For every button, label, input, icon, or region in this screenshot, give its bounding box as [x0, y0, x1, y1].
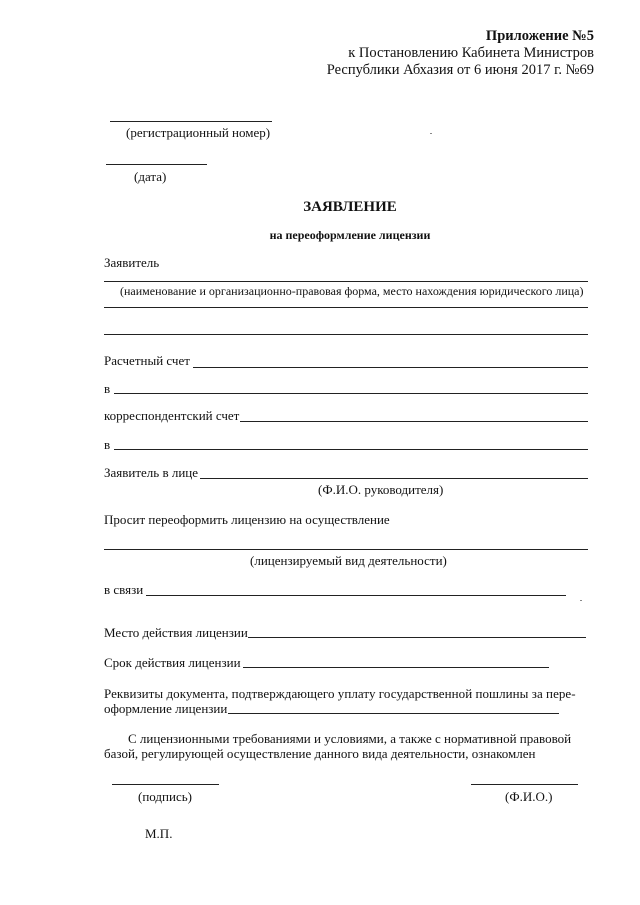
license-place-line[interactable] — [248, 637, 586, 638]
appendix-line-1: к Постановлению Кабинета Министров — [348, 45, 594, 61]
signature-line[interactable] — [112, 784, 219, 785]
appendix-line-2: Республики Абхазия от 6 июня 2017 г. №69 — [326, 62, 594, 78]
registration-number-line[interactable] — [110, 121, 272, 122]
license-term-label: Срок действия лицензии — [104, 655, 241, 670]
signature-label: (подпись) — [138, 789, 192, 804]
applicant-name-line[interactable] — [104, 281, 588, 282]
ack-line-1: С лицензионными требованиями и условиями, а также с нормативной правовой — [128, 731, 572, 746]
applicant-line-3[interactable] — [104, 334, 588, 335]
appendix-title: Приложение №5 — [485, 28, 594, 44]
activity-type-caption: (лицензируемый вид деятельности) — [250, 553, 447, 568]
activity-type-line[interactable] — [104, 549, 588, 550]
request-label: Просит переоформить лицензию на осуществление — [104, 512, 390, 527]
reason-label: в связи — [104, 582, 144, 597]
scan-speck — [580, 600, 582, 601]
ack-line-2: базой, регулирующей осуществление данного вида деятельности, ознакомлен — [104, 746, 536, 761]
date-line[interactable] — [106, 164, 207, 165]
registration-number-label: (регистрационный номер) — [126, 125, 271, 140]
bank-line-2[interactable] — [114, 449, 588, 450]
scan-speck — [430, 133, 432, 134]
settlement-account-label: Расчетный счет — [104, 353, 190, 368]
stamp-label: М.П. — [145, 826, 173, 841]
correspondent-account-line[interactable] — [240, 421, 588, 422]
bank-label-2: в — [104, 437, 111, 452]
settlement-account-line[interactable] — [193, 367, 588, 368]
document-title: ЗАЯВЛЕНИЕ — [303, 199, 397, 215]
fee-text-line-2: оформление лицензии — [104, 701, 228, 716]
bank-label-1: в — [104, 381, 111, 396]
license-term-line[interactable] — [243, 667, 549, 668]
license-place-label: Место действия лицензии — [104, 625, 248, 640]
date-label: (дата) — [134, 169, 167, 184]
fio-label: (Ф.И.О.) — [505, 789, 553, 804]
bank-line-1[interactable] — [114, 393, 588, 394]
manager-name-caption: (Ф.И.О. руководителя) — [318, 482, 444, 497]
fee-document-line[interactable] — [228, 713, 559, 714]
fee-text-line-1: Реквизиты документа, подтверждающего уплату государственной пошлины за пере- — [104, 686, 576, 701]
reason-line[interactable] — [146, 595, 566, 596]
fio-line[interactable] — [471, 784, 578, 785]
applicant-line-2[interactable] — [104, 307, 588, 308]
correspondent-account-label: корреспондентский счет — [104, 408, 240, 423]
document-subtitle: на переоформление лицензии — [269, 228, 431, 242]
represented-by-label: Заявитель в лице — [104, 465, 199, 480]
manager-name-line[interactable] — [200, 478, 588, 479]
applicant-label: Заявитель — [104, 255, 160, 270]
applicant-caption: (наименование и организационно-правовая форма, место нахождения юридического лица) — [120, 284, 584, 298]
